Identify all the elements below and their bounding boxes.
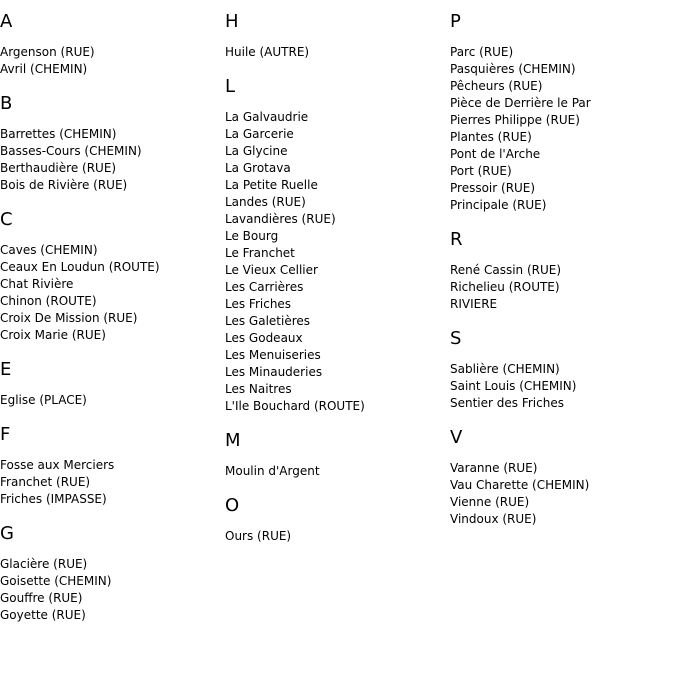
- letter-heading: B: [0, 93, 13, 114]
- letter-heading: R: [450, 229, 463, 250]
- letter-heading: O: [225, 495, 240, 516]
- street-item: Pièce de Derrière le Par: [450, 96, 591, 110]
- street-item: Saint Louis (CHEMIN): [450, 379, 577, 393]
- letter-group-g: [0, 524, 225, 624]
- street-item: La Garcerie: [225, 127, 294, 141]
- street-item: La Glycine: [225, 144, 288, 158]
- street-item: Sentier des Friches: [450, 396, 564, 410]
- street-item: Parc (RUE): [450, 45, 514, 59]
- street-item: Avril (CHEMIN): [0, 62, 88, 76]
- street-item: Landes (RUE): [225, 195, 306, 209]
- letter-group-v: [450, 428, 675, 528]
- street-list: [0, 44, 225, 78]
- street-item: Vau Charette (CHEMIN): [450, 478, 590, 492]
- letter-heading: A: [0, 11, 13, 32]
- letter-heading: F: [0, 424, 11, 445]
- street-item: Pêcheurs (RUE): [450, 79, 543, 93]
- letter-heading: C: [0, 209, 13, 230]
- street-item: L'Ile Bouchard (ROUTE): [225, 399, 365, 413]
- street-list: [450, 44, 675, 214]
- street-item: Eglise (PLACE): [0, 393, 87, 407]
- street-list: [225, 528, 450, 545]
- street-list: [0, 457, 225, 508]
- letter-group-f: [0, 425, 225, 508]
- letter-group-l: [225, 77, 450, 415]
- street-item: Franchet (RUE): [0, 475, 91, 489]
- street-item: Argenson (RUE): [0, 45, 95, 59]
- letter-heading: E: [0, 359, 12, 380]
- street-item: Les Galetières: [225, 314, 311, 328]
- street-item: Gouffre (RUE): [0, 591, 83, 605]
- letter-group-o: [225, 496, 450, 545]
- street-item: Fosse aux Merciers: [0, 458, 115, 472]
- street-item: Pressoir (RUE): [450, 181, 536, 195]
- letter-heading: H: [225, 11, 239, 32]
- street-list: [450, 460, 675, 528]
- street-item: Sablière (CHEMIN): [450, 362, 560, 376]
- street-item: Caves (CHEMIN): [0, 243, 98, 257]
- street-item: Le Bourg: [225, 229, 279, 243]
- street-list: [450, 262, 675, 313]
- street-item: Le Franchet: [225, 246, 295, 260]
- index-column-2: [225, 12, 450, 561]
- street-item: Goyette (RUE): [0, 608, 86, 622]
- street-list: [0, 392, 225, 409]
- street-item: La Grotava: [225, 161, 291, 175]
- street-item: Glacière (RUE): [0, 557, 88, 571]
- street-item: RIVIERE: [450, 297, 498, 311]
- street-item: Friches (IMPASSE): [0, 492, 107, 506]
- street-item: Port (RUE): [450, 164, 512, 178]
- street-item: Pasquières (CHEMIN): [450, 62, 576, 76]
- street-item: Chinon (ROUTE): [0, 294, 97, 308]
- street-list: [225, 109, 450, 415]
- street-item: Ours (RUE): [225, 529, 292, 543]
- letter-group-a: [0, 12, 225, 78]
- index-column-3: [450, 12, 675, 544]
- letter-group-s: [450, 329, 675, 412]
- letter-heading: M: [225, 430, 241, 451]
- street-item: Basses-Cours (CHEMIN): [0, 144, 142, 158]
- street-item: Croix De Mission (RUE): [0, 311, 138, 325]
- street-item: Les Godeaux: [225, 331, 303, 345]
- street-item: Lavandières (RUE): [225, 212, 336, 226]
- street-item: Principale (RUE): [450, 198, 547, 212]
- street-item: Berthaudière (RUE): [0, 161, 117, 175]
- letter-heading: P: [450, 11, 461, 32]
- street-item: Les Carrières: [225, 280, 304, 294]
- letter-group-b: [0, 94, 225, 194]
- street-item: Les Naitres: [225, 382, 292, 396]
- street-list: [0, 556, 225, 624]
- letter-group-c: [0, 210, 225, 344]
- street-item: Le Vieux Cellier: [225, 263, 318, 277]
- street-item: Vindoux (RUE): [450, 512, 537, 526]
- letter-heading: S: [450, 328, 462, 349]
- letter-heading: G: [0, 523, 14, 544]
- street-item: René Cassin (RUE): [450, 263, 562, 277]
- street-item: Pont de l'Arche: [450, 147, 541, 161]
- street-item: Les Minauderies: [225, 365, 323, 379]
- letter-heading: V: [450, 427, 463, 448]
- letter-group-r: [450, 230, 675, 313]
- letter-group-e: [0, 360, 225, 409]
- street-item: Bois de Rivière (RUE): [0, 178, 128, 192]
- street-item: Les Menuiseries: [225, 348, 321, 362]
- street-item: La Petite Ruelle: [225, 178, 318, 192]
- street-item: Richelieu (ROUTE): [450, 280, 560, 294]
- street-list: [225, 463, 450, 480]
- street-list: [225, 44, 450, 61]
- street-item: Barrettes (CHEMIN): [0, 127, 117, 141]
- letter-heading: L: [225, 76, 236, 97]
- street-item: Goisette (CHEMIN): [0, 574, 112, 588]
- street-item: Moulin d'Argent: [225, 464, 320, 478]
- street-list: [450, 361, 675, 412]
- street-item: Vienne (RUE): [450, 495, 530, 509]
- street-item: Ceaux En Loudun (ROUTE): [0, 260, 160, 274]
- street-list: [0, 242, 225, 344]
- street-item: Les Friches: [225, 297, 292, 311]
- street-item: Huile (AUTRE): [225, 45, 310, 59]
- letter-group-p: [450, 12, 675, 214]
- index-column-1: [0, 12, 225, 640]
- street-item: La Galvaudrie: [225, 110, 309, 124]
- letter-group-m: [225, 431, 450, 480]
- street-item: Chat Rivière: [0, 277, 74, 291]
- street-item: Pierres Philippe (RUE): [450, 113, 580, 127]
- street-item: Plantes (RUE): [450, 130, 532, 144]
- letter-group-h: [225, 12, 450, 61]
- street-list: [0, 126, 225, 194]
- street-item: Varanne (RUE): [450, 461, 538, 475]
- street-item: Croix Marie (RUE): [0, 328, 106, 342]
